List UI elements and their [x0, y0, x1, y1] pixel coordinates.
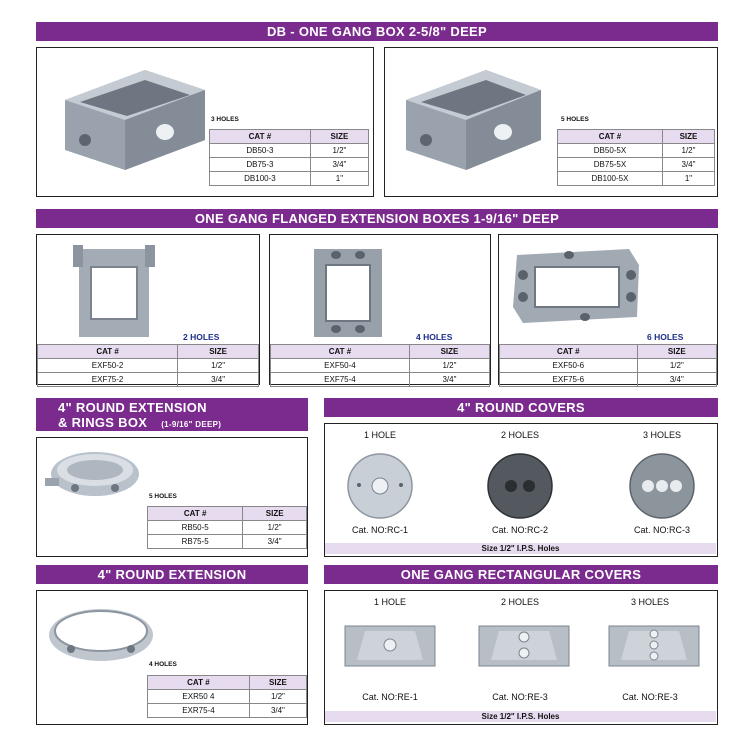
column-header: CAT # — [558, 130, 663, 144]
db-right-spec-table — [557, 129, 715, 186]
table-row: DB100-3 1" — [210, 172, 369, 186]
table-row: DB100-5X 1" — [558, 172, 715, 186]
re-1-cover-image — [343, 623, 438, 668]
column-header: SIZE — [243, 507, 307, 521]
rb-spec-table — [147, 506, 307, 549]
column-header: CAT # — [148, 507, 243, 521]
rc-2-cover-image — [485, 451, 555, 521]
column-header: CAT # — [500, 345, 638, 359]
db-left-panel — [36, 47, 374, 197]
re-3-holes-label: 3 HOLES — [630, 597, 670, 607]
rc-3-holes-label: 3 HOLES — [642, 430, 682, 440]
re-3-cat-number: Cat. NO:RE-3 — [622, 692, 678, 702]
re-3-cover-image — [607, 623, 702, 668]
exr-holes-label: 4 HOLES — [149, 661, 177, 668]
column-header: SIZE — [637, 345, 716, 359]
column-header: CAT # — [38, 345, 178, 359]
table-row: EXR50 4 1/2" — [148, 690, 307, 704]
rb-title-line2: & RINGS BOX — [58, 415, 148, 430]
column-header: CAT # — [271, 345, 410, 359]
column-header: CAT # — [148, 676, 250, 690]
exf-2-panel — [36, 234, 260, 385]
exf-6-holes-label: 6 HOLES — [647, 332, 684, 342]
table-row: EXF75-2 3/4" — [38, 373, 259, 387]
db-box-3-holes-image — [45, 60, 225, 180]
column-header: SIZE — [662, 130, 714, 144]
db-section-banner: DB - ONE GANG BOX 2-5/8" DEEP — [36, 22, 718, 41]
rc-1-cat-number: Cat. NO:RC-1 — [351, 525, 408, 535]
re-footer-note: Size 1/2" I.P.S. Holes — [325, 711, 716, 722]
column-header: SIZE — [178, 345, 259, 359]
re-2-holes-label: 2 HOLES — [500, 597, 540, 607]
table-row: EXF50-4 1/2" — [271, 359, 490, 373]
column-header: SIZE — [409, 345, 489, 359]
exf-2-holes-image — [67, 241, 167, 341]
db-right-holes-label: 5 HOLES — [561, 116, 589, 123]
re-2-cat-number: Cat. NO:RE-3 — [492, 692, 548, 702]
column-header: SIZE — [249, 676, 306, 690]
rb-round-box-image — [43, 444, 143, 504]
re-2-cover-image — [477, 623, 572, 668]
exf-6-spec-table — [499, 344, 717, 387]
table-row: EXR75-4 3/4" — [148, 704, 307, 718]
exf-section-banner: ONE GANG FLANGED EXTENSION BOXES 1-9/16" DEEP — [36, 209, 718, 228]
rc-2-holes-label: 2 HOLES — [500, 430, 540, 440]
table-row: DB75-5X 3/4" — [558, 158, 715, 172]
rb-panel — [36, 437, 308, 557]
rb-holes-label: 5 HOLES — [149, 493, 177, 500]
re-panel — [324, 590, 718, 725]
column-header: SIZE — [310, 130, 368, 144]
table-row: DB50-3 1/2" — [210, 144, 369, 158]
rc-1-hole-label: 1 HOLE — [363, 430, 396, 440]
exf-4-panel — [269, 234, 491, 385]
table-row: RB75-5 3/4" — [148, 535, 307, 549]
re-section-banner: ONE GANG RECTANGULAR COVERS — [324, 565, 718, 584]
table-row: RB50-5 1/2" — [148, 521, 307, 535]
exr-section-banner: 4" ROUND EXTENSION — [36, 565, 308, 584]
exf-4-spec-table — [270, 344, 490, 387]
re-1-cat-number: Cat. NO:RE-1 — [362, 692, 418, 702]
rb-section-banner — [36, 398, 308, 431]
rc-footer-note: Size 1/2" I.P.S. Holes — [325, 543, 716, 554]
db-right-panel — [384, 47, 718, 197]
db-box-5-holes-image — [391, 60, 561, 180]
db-left-spec-table — [209, 129, 369, 186]
rc-3-cat-number: Cat. NO:RC-3 — [633, 525, 690, 535]
exr-spec-table — [147, 675, 307, 718]
exf-2-holes-label: 2 HOLES — [183, 332, 220, 342]
exf-6-holes-image — [509, 245, 644, 325]
table-row: DB75-3 3/4" — [210, 158, 369, 172]
table-row: EXF50-6 1/2" — [500, 359, 717, 373]
exf-6-panel — [498, 234, 718, 385]
rc-panel — [324, 423, 718, 557]
exf-2-spec-table — [37, 344, 259, 387]
table-row: EXF75-4 3/4" — [271, 373, 490, 387]
db-left-holes-label: 3 HOLES — [211, 116, 239, 123]
rc-1-cover-image — [345, 451, 415, 521]
table-row: EXF50-2 1/2" — [38, 359, 259, 373]
exf-4-holes-label: 4 HOLES — [416, 332, 453, 342]
rc-section-banner: 4" ROUND COVERS — [324, 398, 718, 417]
re-1-hole-label: 1 HOLE — [373, 597, 406, 607]
rb-title-note: (1-9/16" DEEP) — [161, 420, 222, 429]
exf-4-holes-image — [300, 241, 400, 341]
rc-3-cover-image — [627, 451, 697, 521]
rb-title-line1: 4" ROUND EXTENSION — [58, 400, 207, 415]
exr-ring-image — [43, 597, 158, 667]
table-row: DB50-5X 1/2" — [558, 144, 715, 158]
rc-2-cat-number: Cat. NO:RC-2 — [491, 525, 548, 535]
column-header: CAT # — [210, 130, 311, 144]
exr-panel — [36, 590, 308, 725]
table-row: EXF75-6 3/4" — [500, 373, 717, 387]
